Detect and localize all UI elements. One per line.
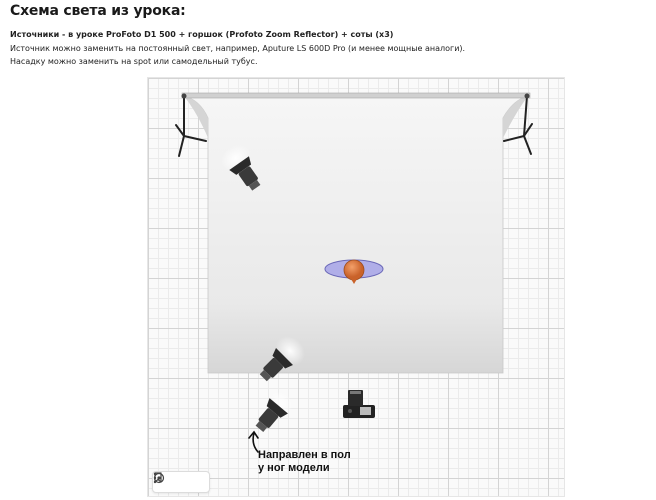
annotation-line: у ног модели [258,462,330,474]
replacement-text: Источник можно заменить на постоянный свет, например, Aputure LS 600D Pro (и менее мощные аналоги). [10,44,466,53]
light-annotation [258,449,351,475]
comment-button[interactable] [174,475,188,489]
image-toolbar [152,471,210,493]
more-icon [153,472,157,484]
camera-icon [343,390,375,418]
sources-text: Источники - в уроке ProFoto D1 500 + горшок (Profoto Zoom Reflector) + соты (x3) [10,30,394,39]
section-heading: Схема света из урока: [10,3,186,19]
more-button[interactable] [193,475,207,489]
lighting-diagram [147,77,565,497]
backdrop [182,93,530,373]
modifier-text: Насадку можно заменить на spot или самодельный тубус. [10,57,258,66]
studio-light-icon [249,387,297,437]
lighting-diagram-canvas [148,78,564,496]
arrow-icon [249,432,258,452]
annotation-line: Направлен в пол [258,449,351,461]
